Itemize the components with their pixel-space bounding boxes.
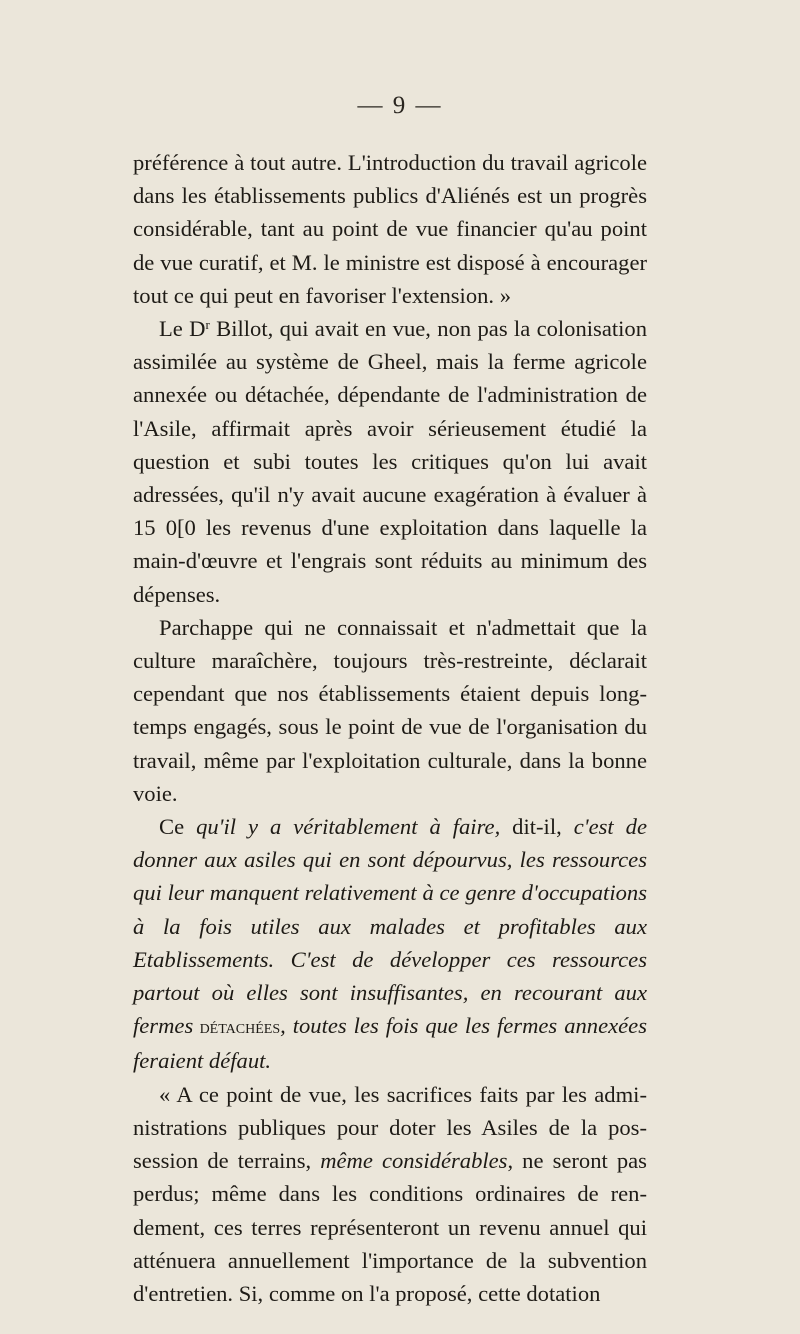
page-number: — 9 — bbox=[357, 92, 443, 119]
quote-smallcaps: détachées bbox=[193, 1016, 281, 1039]
paragraph-3: Parchappe qui ne connaissait et n'admettait que la culture maraîchère, toujours très-restreinte, déclarait cependant que nos établissements étaient depuis longtemps engagés, sous le point de vue de l'organisation du travail, même par l'exploitation culturale, dans la bonne voie. bbox=[133, 614, 647, 806]
paragraph-2-start: Le D bbox=[159, 316, 206, 342]
paragraph-2 bbox=[133, 312, 647, 611]
doctor-abbrev-superscript: r bbox=[205, 317, 210, 333]
paragraph-5-start: « A ce point de vue, les sacrifices faits par les administrations publiques pour doter les Asiles de la possession de terrains, bbox=[133, 1081, 647, 1174]
quote-italic-3: , toutes les fois que les fermes annexées feraient défaut. bbox=[133, 1013, 647, 1074]
paragraph-5 bbox=[133, 1078, 647, 1310]
quote-attribution: dit-il, bbox=[500, 814, 574, 840]
paragraph-1: préférence à tout autre. L'introduction du travail agricole dans les établissements publics d'Aliénés est un progrès considérable, tant au point de vue financier qu'au point de vue curatif, et M. le ministre est disposé à encourager tout ce qui peut en favoriser l'extension. » bbox=[133, 150, 647, 308]
paragraph-2-rest: Billot, qui avait en vue, non pas la colonisation assimilée au système de Gheel, mais la ferme agricole annexée ou détachée, dépendante de l'administration de l'Asile, affirmait après avoir sérieusement étudié la question et subi toutes les critiques qu'on lui avait adressées, qu'il n'y avait aucune exagération à évaluer à 15 0[0 les revenus d'une exploitation dans laquelle la main-d'œuvre et l'engrais sont réduits au minimum des dépenses. bbox=[133, 316, 648, 607]
quote-italic-2: c'est de donner aux asiles qui en sont dépourvus, les ressources qui leur manquent relativement à ce genre d'occupations à la fois utiles aux malades et profitables aux Etablissements. C'est de développer ces ressources partout où elles sont insuffisantes, en recourant aux fermes bbox=[133, 814, 647, 1039]
quote-italic-1: qu'il y a véritablement à faire, bbox=[196, 814, 501, 840]
paragraph-5-italic: même considérables bbox=[320, 1148, 508, 1174]
paragraph-4-quotation bbox=[133, 810, 647, 1078]
quote-lead: Ce bbox=[159, 814, 197, 840]
paragraph-5-rest: , ne seront pas perdus; même dans les conditions ordinaires de rendement, ces terres représenteront un revenu annuel qui atténuera annuellement l'importance de la subvention d'entretien. Si, comme on l'a proposé, cette dotation bbox=[133, 1148, 647, 1306]
body-text bbox=[133, 146, 647, 1310]
